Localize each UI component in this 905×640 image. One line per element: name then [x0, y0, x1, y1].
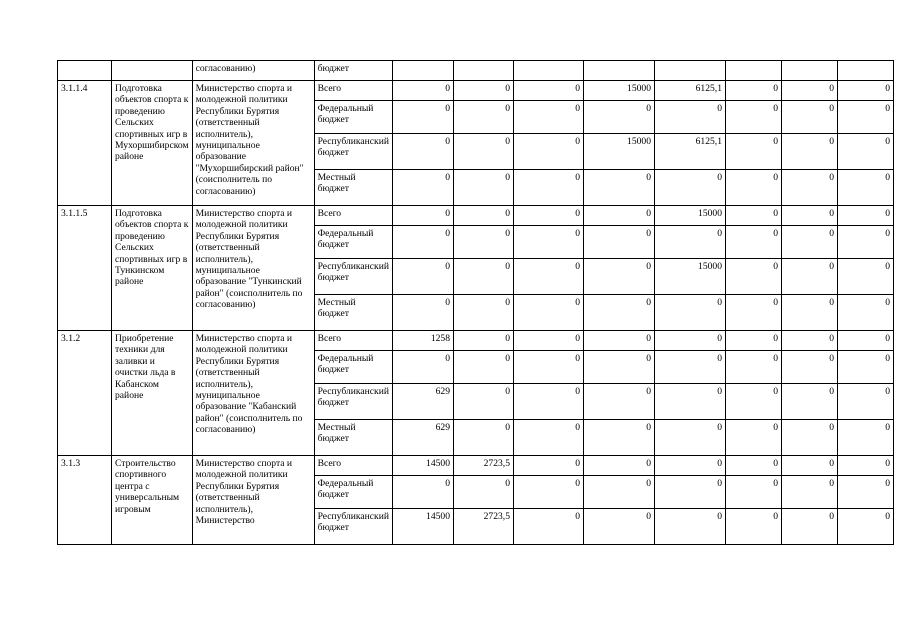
value-cell: 629 [393, 384, 454, 420]
value-cell: 0 [838, 170, 894, 206]
value-cell: 0 [655, 295, 726, 331]
value-cell: 0 [655, 226, 726, 259]
value-cell: 0 [514, 509, 584, 545]
measure-name-cell: Строительство спортивного центра с универсальным игровым [112, 456, 193, 545]
value-cell: 0 [454, 420, 514, 456]
value-cell: 15000 [584, 134, 655, 170]
value-cell: 0 [726, 295, 782, 331]
value-cell: 0 [726, 456, 782, 476]
funding-source-cell: Республиканский бюджет [314, 134, 392, 170]
value-cell: 0 [838, 101, 894, 134]
value-cell: 0 [655, 101, 726, 134]
value-cell: 0 [726, 134, 782, 170]
value-cell: 0 [584, 384, 655, 420]
value-cell: 0 [838, 331, 894, 351]
value-cell: 0 [454, 170, 514, 206]
funding-source-cell: Республиканский бюджет [314, 259, 392, 295]
value-cell [655, 61, 726, 81]
value-cell: 15000 [655, 259, 726, 295]
value-cell: 0 [584, 170, 655, 206]
value-cell [393, 61, 454, 81]
value-cell: 0 [726, 351, 782, 384]
value-cell: 0 [782, 259, 838, 295]
table-row [58, 456, 894, 476]
executor-cell: Министерство спорта и молодежной политики Республики Бурятия (ответственный исполнитель), муниципальное образование "Кабанский район" (соисполнитель по согласованию) [192, 331, 314, 456]
value-cell: 6125,1 [655, 134, 726, 170]
value-cell: 0 [514, 101, 584, 134]
value-cell: 0 [454, 476, 514, 509]
value-cell [782, 61, 838, 81]
value-cell: 0 [655, 170, 726, 206]
value-cell: 0 [838, 295, 894, 331]
table-row [58, 206, 894, 226]
funding-source-cell: Республиканский бюджет [314, 384, 392, 420]
value-cell: 0 [393, 206, 454, 226]
value-cell: 14500 [393, 456, 454, 476]
measure-name-cell: Подготовка объектов спорта к проведению Сельских спортивных игр в Тункинском районе [112, 206, 193, 331]
funding-source-cell: Всего [314, 331, 392, 351]
value-cell: 0 [393, 170, 454, 206]
value-cell: 0 [782, 476, 838, 509]
value-cell: 0 [514, 351, 584, 384]
value-cell: 0 [454, 226, 514, 259]
value-cell: 0 [514, 81, 584, 101]
value-cell: 0 [655, 420, 726, 456]
table-row [58, 331, 894, 351]
value-cell: 0 [514, 226, 584, 259]
value-cell: 0 [782, 331, 838, 351]
value-cell: 0 [782, 384, 838, 420]
value-cell: 0 [454, 259, 514, 295]
value-cell: 0 [454, 134, 514, 170]
value-cell: 0 [726, 226, 782, 259]
value-cell [726, 61, 782, 81]
value-cell: 0 [584, 509, 655, 545]
value-cell: 0 [655, 456, 726, 476]
value-cell: 0 [584, 295, 655, 331]
value-cell: 0 [514, 331, 584, 351]
value-cell: 0 [454, 101, 514, 134]
value-cell: 15000 [655, 206, 726, 226]
value-cell: 2723,5 [454, 456, 514, 476]
executor-cell: Министерство спорта и молодежной политики Республики Бурятия (ответственный исполнитель), муниципальное образование "Мухоршибирский район" (соисполнитель по согласованию) [192, 81, 314, 206]
value-cell: 0 [782, 456, 838, 476]
value-cell: 0 [514, 420, 584, 456]
funding-source-cell: Федеральный бюджет [314, 226, 392, 259]
value-cell: 0 [838, 259, 894, 295]
value-cell: 0 [393, 259, 454, 295]
value-cell: 0 [726, 420, 782, 456]
funding-source-cell: Всего [314, 456, 392, 476]
budget-table [57, 60, 894, 545]
value-cell: 0 [782, 509, 838, 545]
value-cell: 0 [393, 226, 454, 259]
value-cell: 0 [782, 81, 838, 101]
value-cell: 0 [584, 456, 655, 476]
measure-name-cell [112, 61, 193, 81]
table-row-continuation [58, 61, 894, 81]
value-cell: 0 [838, 509, 894, 545]
value-cell: 2723,5 [454, 509, 514, 545]
value-cell: 0 [584, 331, 655, 351]
measure-code-cell: 3.1.1.5 [58, 206, 112, 331]
value-cell: 0 [782, 226, 838, 259]
value-cell: 0 [726, 81, 782, 101]
value-cell: 0 [726, 509, 782, 545]
value-cell: 0 [838, 134, 894, 170]
budget-table-body [58, 61, 894, 545]
funding-source-cell: Местный бюджет [314, 420, 392, 456]
value-cell: 0 [454, 206, 514, 226]
value-cell: 0 [454, 351, 514, 384]
funding-source-cell: Федеральный бюджет [314, 476, 392, 509]
value-cell: 0 [393, 81, 454, 101]
value-cell: 0 [838, 420, 894, 456]
value-cell: 0 [393, 295, 454, 331]
value-cell: 0 [838, 384, 894, 420]
value-cell: 0 [655, 351, 726, 384]
value-cell: 0 [584, 476, 655, 509]
value-cell: 629 [393, 420, 454, 456]
funding-source-cell: Всего [314, 81, 392, 101]
value-cell: 0 [454, 384, 514, 420]
value-cell: 0 [838, 476, 894, 509]
document-page [57, 60, 894, 545]
value-cell: 0 [393, 134, 454, 170]
value-cell: 0 [584, 420, 655, 456]
value-cell: 0 [782, 134, 838, 170]
value-cell: 0 [514, 170, 584, 206]
measure-name-cell: Приобретение техники для заливки и очистки льда в Кабанском районе [112, 331, 193, 456]
table-row [58, 81, 894, 101]
value-cell: 0 [726, 206, 782, 226]
value-cell: 0 [514, 134, 584, 170]
value-cell: 0 [655, 384, 726, 420]
value-cell: 0 [782, 351, 838, 384]
executor-cell: Министерство спорта и молодежной политики Республики Бурятия (ответственный исполнитель), муниципальное образование "Тункинский район" (соисполнитель по согласованию) [192, 206, 314, 331]
funding-source-cell: Федеральный бюджет [314, 101, 392, 134]
value-cell: 0 [726, 384, 782, 420]
measure-code-cell: 3.1.3 [58, 456, 112, 545]
value-cell: 0 [655, 509, 726, 545]
measure-code-cell: 3.1.1.4 [58, 81, 112, 206]
value-cell: 0 [655, 476, 726, 509]
funding-source-cell: Местный бюджет [314, 170, 392, 206]
funding-source-cell: Всего [314, 206, 392, 226]
value-cell: 6125,1 [655, 81, 726, 101]
value-cell: 0 [838, 81, 894, 101]
value-cell [514, 61, 584, 81]
value-cell: 0 [726, 331, 782, 351]
measure-code-cell: 3.1.2 [58, 331, 112, 456]
value-cell: 0 [726, 170, 782, 206]
value-cell: 0 [454, 331, 514, 351]
value-cell: 14500 [393, 509, 454, 545]
value-cell: 0 [584, 351, 655, 384]
value-cell: 0 [655, 331, 726, 351]
executor-cell: согласованию) [192, 61, 314, 81]
value-cell: 0 [782, 101, 838, 134]
value-cell: 0 [584, 226, 655, 259]
value-cell: 0 [838, 456, 894, 476]
executor-cell: Министерство спорта и молодежной политики Республики Бурятия (ответственный исполнитель), Министерство [192, 456, 314, 545]
value-cell: 0 [393, 351, 454, 384]
value-cell [838, 61, 894, 81]
funding-source-cell: Республиканский бюджет [314, 509, 392, 545]
value-cell: 0 [584, 259, 655, 295]
value-cell: 0 [782, 206, 838, 226]
value-cell: 1258 [393, 331, 454, 351]
measure-name-cell: Подготовка объектов спорта к проведению Сельских спортивных игр в Мухоршибирском районе [112, 81, 193, 206]
funding-source-cell: бюджет [314, 61, 392, 81]
measure-code-cell [58, 61, 112, 81]
value-cell: 0 [584, 101, 655, 134]
value-cell [454, 61, 514, 81]
value-cell: 0 [584, 206, 655, 226]
value-cell: 0 [514, 259, 584, 295]
funding-source-cell: Местный бюджет [314, 295, 392, 331]
value-cell: 0 [393, 476, 454, 509]
value-cell: 0 [838, 206, 894, 226]
value-cell: 0 [782, 295, 838, 331]
value-cell: 0 [514, 295, 584, 331]
value-cell: 0 [514, 476, 584, 509]
value-cell: 0 [726, 101, 782, 134]
value-cell: 0 [454, 81, 514, 101]
value-cell: 0 [838, 351, 894, 384]
value-cell: 0 [782, 170, 838, 206]
value-cell: 15000 [584, 81, 655, 101]
value-cell: 0 [393, 101, 454, 134]
value-cell: 0 [454, 295, 514, 331]
value-cell: 0 [726, 476, 782, 509]
funding-source-cell: Федеральный бюджет [314, 351, 392, 384]
value-cell: 0 [838, 226, 894, 259]
value-cell: 0 [782, 420, 838, 456]
value-cell: 0 [514, 206, 584, 226]
value-cell [584, 61, 655, 81]
value-cell: 0 [726, 259, 782, 295]
value-cell: 0 [514, 456, 584, 476]
value-cell: 0 [514, 384, 584, 420]
